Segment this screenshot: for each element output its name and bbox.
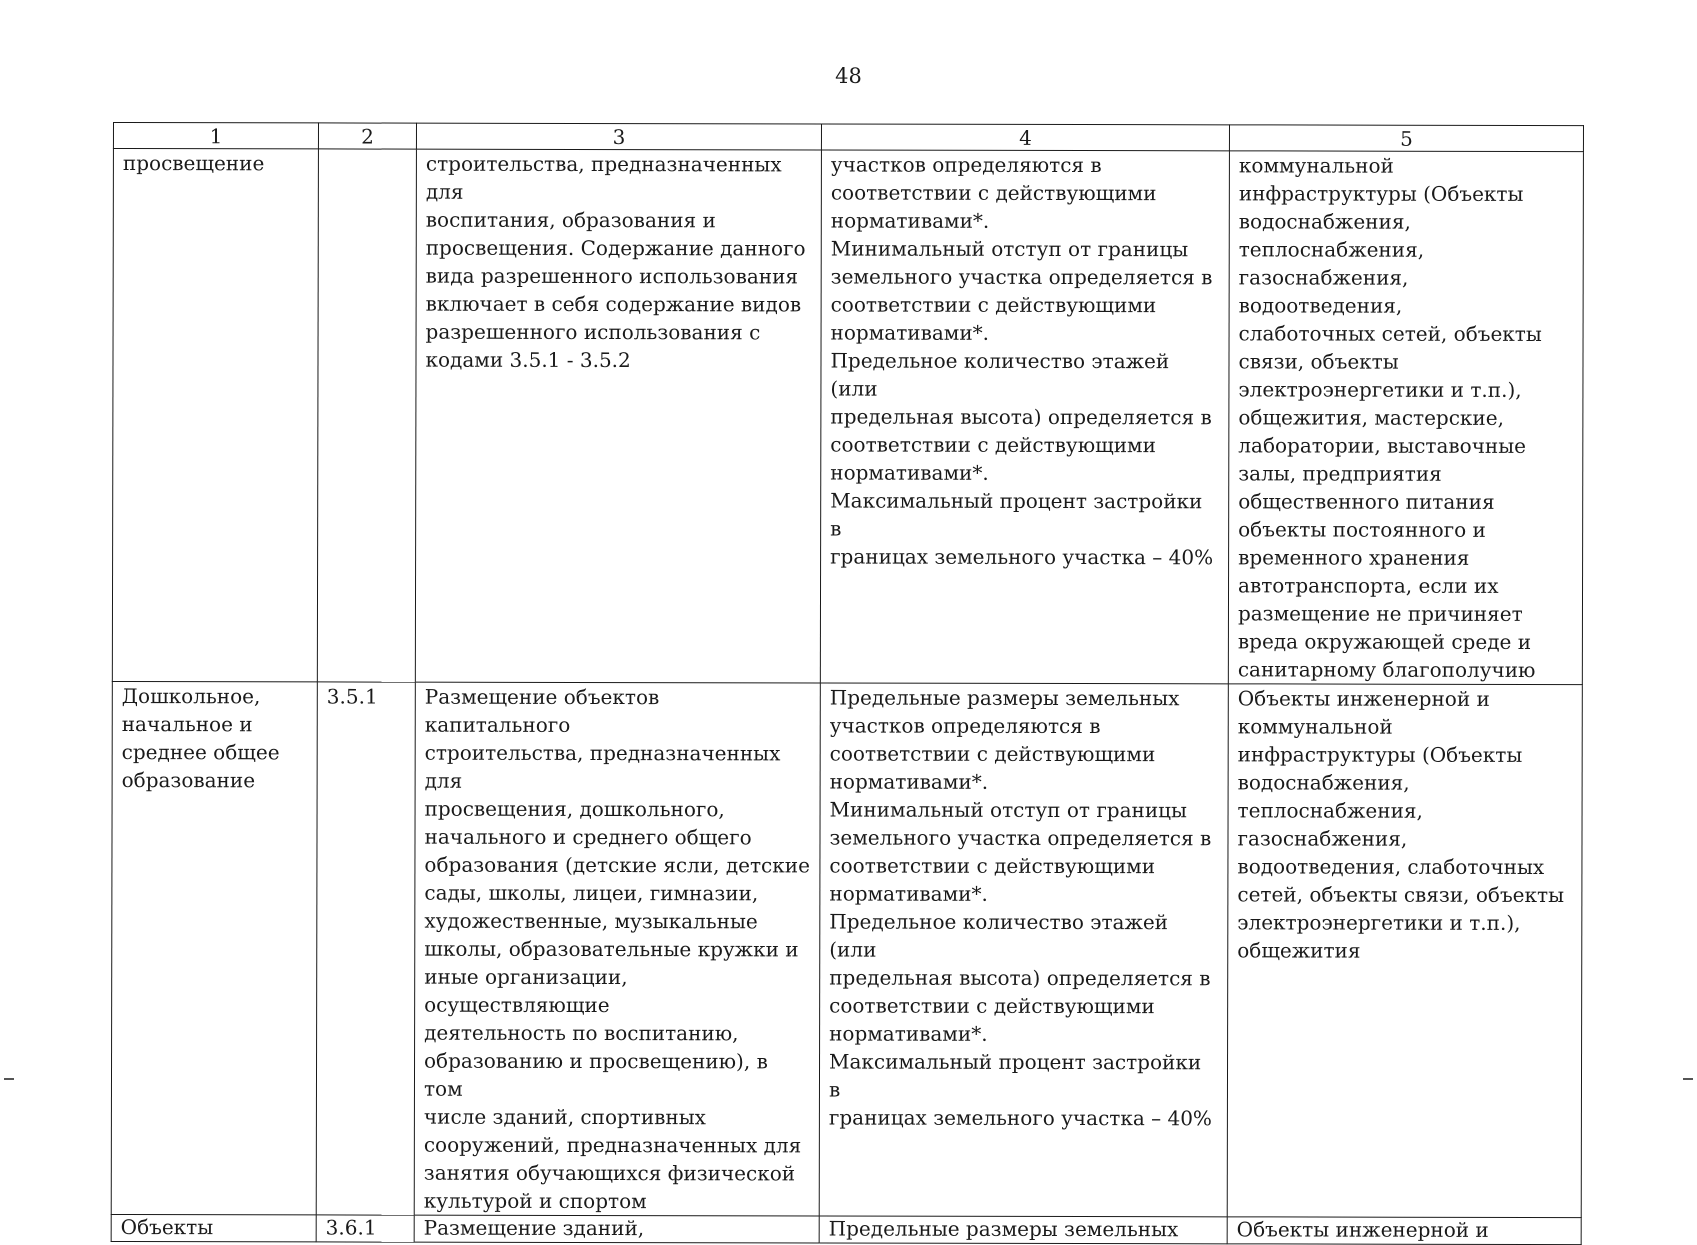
- page-number: 48: [0, 64, 1697, 88]
- use-description: Размещение зданий,: [424, 1216, 810, 1241]
- auxiliary-uses: Объекты инженерной и: [1237, 1217, 1572, 1242]
- column-header: 4: [821, 124, 1229, 151]
- use-parameters: Предельные размеры земельных: [829, 1217, 1218, 1242]
- use-parameters: участков определяются в соответствии с действующими нормативами*. Минимальный отступ от границы земельного участка определяется в соответствии с действующими нормативами*. Предельное количество этажей (или предельная высота) определяется в соответствии с действующими нормативами*. Максимальный процент застройки в границах земельного участка – 40%: [830, 151, 1220, 572]
- use-parameters-cell: [819, 1216, 1227, 1244]
- table-row: [111, 681, 1582, 1217]
- column-header: 2: [318, 123, 416, 149]
- use-description-cell: [414, 682, 820, 1216]
- column-header: 3: [416, 123, 821, 150]
- table-row: [111, 1214, 1581, 1244]
- use-code-cell: [317, 149, 416, 682]
- use-name-cell: [111, 1214, 316, 1241]
- use-parameters-cell: [820, 150, 1229, 684]
- column-header: 1: [113, 123, 318, 149]
- use-parameters: Предельные размеры земельных участков определяются в соответствии с действующими нормативами*. Минимальный отступ от границы земельного участка определяется в соответствии с действующими нормативами*. Предельное количество этажей (или предельная высота) определяется в соответствии с действующими нормативами*. Максимальный процент застройки в границах земельного участка – 40%: [829, 684, 1219, 1133]
- auxiliary-uses-cell: [1227, 684, 1582, 1218]
- table-row: [112, 149, 1583, 685]
- use-description: строительства, предназначенных для воспитания, образования и просвещения. Содержание данного вида разрешенного использования включает в себя содержание видов разрешенного использования с кодами 3.5.1 - 3.5.2: [425, 150, 811, 375]
- use-name-cell: [112, 149, 318, 682]
- use-code-cell: [316, 1215, 414, 1242]
- use-description-cell: [415, 149, 821, 683]
- auxiliary-uses: коммунальной инфраструктуры (Объекты водоснабжения, теплоснабжения, газоснабжения, водоотведения, слаботочных сетей, объекты связи, объекты электроэнергетики и т.п.), общежития, мастерские, лаборатории, выставочные залы, предприятия общественного питания объекты постоянного и временного хранения автотранспорта, если их размещение не причиняет вреда окружающей среде и санитарному благополучию: [1238, 151, 1574, 684]
- use-code: 3.5.1: [327, 682, 406, 710]
- auxiliary-uses: Объекты инженерной и коммунальной инфраструктуры (Объекты водоснабжения, теплоснабжения, газоснабжения, водоотведения, слаботочных сетей, объекты связи, объекты электроэнергетики и т.п.), общежития: [1237, 684, 1573, 965]
- use-name: просвещение: [123, 149, 309, 177]
- use-name: Дошкольное, начальное и среднее общее образование: [122, 682, 308, 794]
- auxiliary-uses-cell: [1228, 151, 1583, 685]
- use-description: Размещение объектов капитального строительства, предназначенных для просвещения, дошкольного, начального и среднего общего образования (детские ясли, детские сады, школы, лицеи, гимназии, художественные, музыкальные школы, образовательные кружки и иные организации, осуществляющие деятельность по воспитанию, образованию и просвещению), в том числе зданий, спортивных сооружений, предназначенных для занятия обучающихся физической культурой и спортом: [424, 683, 811, 1216]
- use-parameters-cell: [819, 683, 1228, 1217]
- use-code: 3.6.1: [326, 1215, 405, 1239]
- margin-mark-left: [4, 1078, 14, 1080]
- use-code-cell: [316, 682, 415, 1215]
- use-description-cell: [414, 1215, 819, 1243]
- auxiliary-uses-cell: [1227, 1217, 1581, 1245]
- column-header: 5: [1229, 125, 1583, 152]
- zoning-table: [111, 122, 1584, 1245]
- margin-mark-right: [1683, 1078, 1693, 1080]
- table-header-row: [113, 123, 1583, 152]
- use-name-cell: [111, 681, 317, 1214]
- use-name: Объекты: [121, 1215, 307, 1239]
